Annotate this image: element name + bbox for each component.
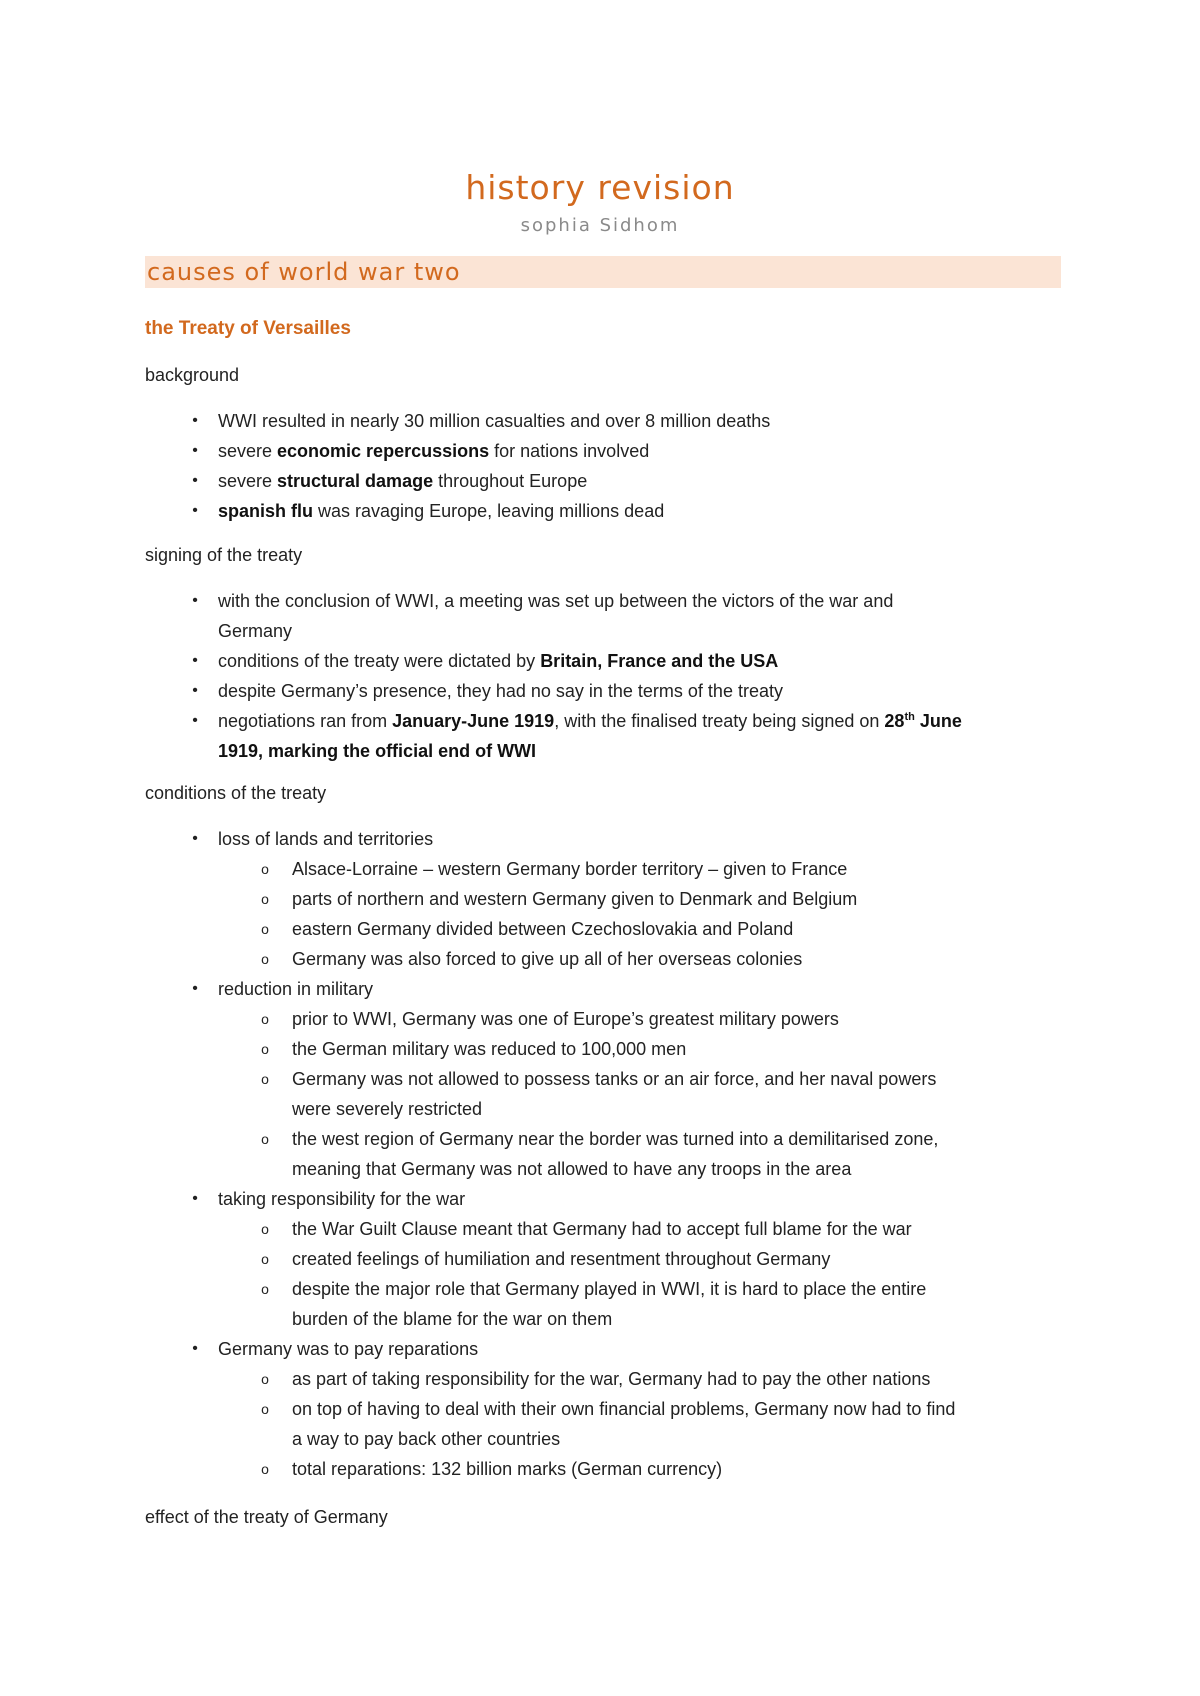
list-item-text: with the conclusion of WWI, a meeting was set up between the victors of the war and Germany: [218, 591, 894, 641]
sub-bullet-icon: o: [261, 1011, 269, 1027]
sub-bullet-icon: o: [261, 951, 269, 967]
list-item-text: loss of lands and territories: [218, 829, 434, 849]
sub-list-item-text: Germany was also forced to give up all of her overseas colonies: [292, 949, 803, 969]
section-label-background: background: [145, 365, 240, 385]
list-item-text: taking responsibility for the war: [218, 1189, 466, 1209]
list-item-text: severe structural damage throughout Europe: [218, 471, 588, 491]
bullet-icon: •: [192, 412, 198, 429]
sub-bullet-icon: o: [261, 1071, 269, 1087]
sub-bullet-icon: o: [261, 921, 269, 937]
bullet-icon: •: [192, 1340, 198, 1357]
list-item-text: negotiations ran from January-June 1919, with the finalised treaty being signed on 28th June 1919, marking the official end of WWI: [218, 711, 962, 761]
list-item-text: reduction in military: [218, 979, 374, 999]
sub-list-item-text: prior to WWI, Germany was one of Europe’s greatest military powers: [292, 1009, 839, 1029]
sub-bullet-icon: o: [261, 1221, 269, 1237]
sub-list-item-text: the War Guilt Clause meant that Germany had to accept full blame for the war: [292, 1219, 912, 1239]
list-item-text: conditions of the treaty were dictated by Britain, France and the USA: [218, 651, 779, 671]
sub-bullet-icon: o: [261, 1281, 269, 1297]
sub-bullet-icon: o: [261, 891, 269, 907]
bullet-icon: •: [192, 980, 198, 997]
section-label-signing: signing of the treaty: [145, 545, 303, 565]
sub-list-item-text: the German military was reduced to 100,000 men: [292, 1039, 687, 1059]
sub-bullet-icon: o: [261, 1131, 269, 1147]
document-author: sophia Sidhom: [520, 215, 680, 236]
bullet-icon: •: [192, 472, 198, 489]
document-title: history revision: [465, 168, 735, 207]
sub-bullet-icon: o: [261, 861, 269, 877]
sub-bullet-icon: o: [261, 1041, 269, 1057]
sub-bullet-icon: o: [261, 1251, 269, 1267]
list-item-text: WWI resulted in nearly 30 million casualties and over 8 million deaths: [218, 411, 771, 431]
bullet-icon: •: [192, 682, 198, 699]
bullet-icon: •: [192, 712, 198, 729]
sub-list-item-text: as part of taking responsibility for the war, Germany had to pay the other nations: [292, 1369, 931, 1389]
heading-1: causes of world war two: [147, 258, 461, 286]
sub-list-item-text: on top of having to deal with their own financial problems, Germany now had to find a way to pay back other countries: [292, 1399, 956, 1449]
list-item-text: severe economic repercussions for nations involved: [218, 441, 650, 461]
bullet-icon: •: [192, 652, 198, 669]
sub-bullet-icon: o: [261, 1461, 269, 1477]
heading-2: the Treaty of Versailles: [145, 318, 351, 339]
sub-list-item-text: the west region of Germany near the border was turned into a demilitarised zone, meaning that Germany was not allowed to have any troops in the area: [292, 1129, 939, 1179]
bullet-icon: •: [192, 592, 198, 609]
bullet-icon: •: [192, 502, 198, 519]
sub-list-item-text: eastern Germany divided between Czechoslovakia and Poland: [292, 919, 794, 939]
sub-list-item-text: Germany was not allowed to possess tanks or an air force, and her naval powers were severely restricted: [292, 1069, 937, 1119]
list-item-text: Germany was to pay reparations: [218, 1339, 479, 1359]
section-label-conditions: conditions of the treaty: [145, 783, 327, 803]
sub-list-item-text: Alsace-Lorraine – western Germany border territory – given to France: [292, 859, 848, 879]
section-label-effect: effect of the treaty of Germany: [145, 1507, 388, 1527]
list-item-text: spanish flu was ravaging Europe, leaving millions dead: [218, 501, 665, 521]
sub-list-item-text: despite the major role that Germany played in WWI, it is hard to place the entire burden of the blame for the war on them: [292, 1279, 927, 1329]
sub-bullet-icon: o: [261, 1401, 269, 1417]
bullet-icon: •: [192, 1190, 198, 1207]
sub-list-item-text: created feelings of humiliation and resentment throughout Germany: [292, 1249, 831, 1269]
list-item-text: despite Germany’s presence, they had no say in the terms of the treaty: [218, 681, 783, 701]
sub-list-item-text: parts of northern and western Germany given to Denmark and Belgium: [292, 889, 858, 909]
sub-list-item-text: total reparations: 132 billion marks (German currency): [292, 1459, 723, 1479]
bullet-icon: •: [192, 442, 198, 459]
bullet-icon: •: [192, 830, 198, 847]
sub-bullet-icon: o: [261, 1371, 269, 1387]
